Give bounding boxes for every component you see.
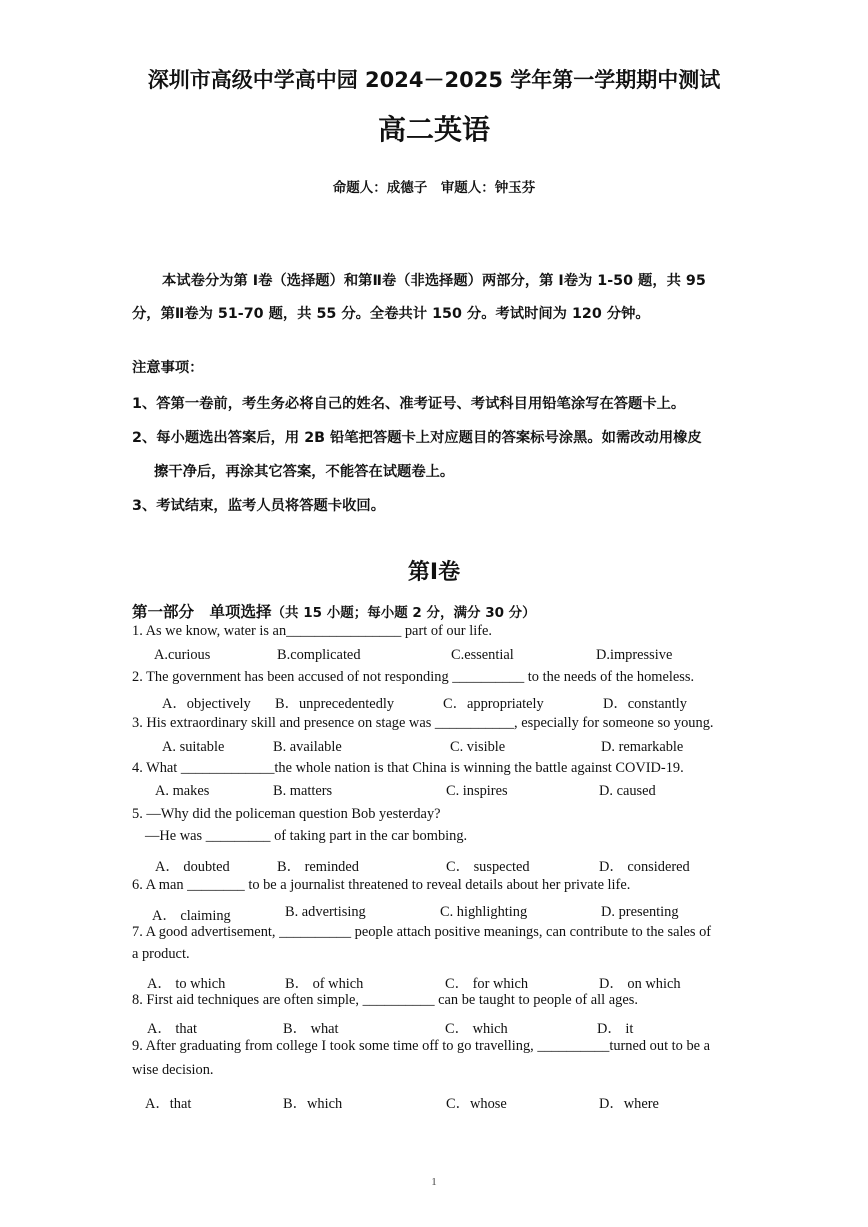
intro-line-1: 本试卷分为第 Ⅰ卷（选择题）和第Ⅱ卷（非选择题）两部分，第 Ⅰ卷为 1-50 题，共 95 bbox=[162, 273, 706, 289]
question-1-option-b: B.complicated bbox=[277, 647, 361, 663]
question-9-stem: 9. After graduating from college I took some time off to go travelling, __________turned out to be a bbox=[132, 1038, 711, 1054]
question-5-option-c: C． suspected bbox=[446, 859, 530, 875]
question-8-option-c: C． which bbox=[445, 1021, 508, 1037]
question-2-option-d: D．constantly bbox=[603, 696, 687, 712]
question-9-option-d: D．where bbox=[599, 1096, 659, 1112]
question-2-stem: 2. The government has been accused of not responding __________ to the needs of the homeless. bbox=[132, 669, 695, 685]
question-4-option-d: D. caused bbox=[599, 783, 656, 799]
notes-item-2-cont: 擦干净后，再涂其它答案，不能答在试题卷上。 bbox=[154, 464, 455, 480]
question-1-stem: 1. As we know, water is an________________ part of our life. bbox=[132, 623, 492, 639]
question-7-option-b: B． of which bbox=[285, 976, 364, 992]
question-6-stem: 6. A man ________ to be a journalist threatened to reveal details about her private life. bbox=[132, 877, 631, 893]
question-2-option-a: A．objectively bbox=[162, 696, 251, 712]
question-6-option-c: C. highlighting bbox=[440, 904, 528, 920]
part-info: （共 15 小题；每小题 2 分，满分 30 分） bbox=[271, 605, 536, 621]
notes-item-3: 3、考试结束，监考人员将答题卡收回。 bbox=[132, 498, 385, 514]
question-2-option-c: C．appropriately bbox=[443, 696, 544, 712]
question-8-option-d: D． it bbox=[597, 1021, 634, 1037]
question-9-stem-cont: wise decision. bbox=[132, 1062, 214, 1078]
question-1-option-d: D.impressive bbox=[596, 647, 673, 663]
exam-subject-title: 高二英语 bbox=[377, 113, 490, 146]
question-9-option-a: A．that bbox=[145, 1096, 192, 1112]
question-5-option-a: A． doubted bbox=[155, 859, 230, 875]
question-8-stem: 8. First aid techniques are often simple, __________ can be taught to people of all ages. bbox=[132, 992, 638, 1008]
volume-title: 第Ⅰ卷 bbox=[407, 560, 461, 585]
exam-authors: 命题人：成德子 审题人：钟玉芬 bbox=[332, 180, 536, 196]
question-5-stem: 5. —Why did the policeman question Bob yesterday? bbox=[132, 806, 441, 822]
notes-item-1: 1、答第一卷前，考生务必将自己的姓名、准考证号、考试科目用铅笔涂写在答题卡上。 bbox=[132, 396, 686, 412]
exam-school-title: 深圳市高级中学高中园 2024－2025 学年第一学期期中测试 bbox=[147, 68, 721, 92]
question-4-option-a: A. makes bbox=[155, 783, 210, 799]
intro-line-2: 分，第Ⅱ卷为 51-70 题，共 55 分。全卷共计 150 分。考试时间为 120 分钟。 bbox=[132, 306, 650, 322]
question-7-stem-cont: a product. bbox=[132, 946, 190, 962]
question-1-option-a: A.curious bbox=[154, 647, 211, 663]
question-3-stem: 3. His extraordinary skill and presence on stage was ___________, especially for someone so young. bbox=[132, 715, 714, 731]
question-6-option-d: D. presenting bbox=[601, 904, 679, 920]
question-6-option-a: A． claiming bbox=[152, 908, 231, 924]
question-7-stem: 7. A good advertisement, __________ people attach positive meanings, can contribute to the sales of bbox=[132, 924, 712, 940]
question-5-stem-cont: —He was _________ of taking part in the car bombing. bbox=[145, 828, 468, 844]
question-7-option-a: A． to which bbox=[147, 976, 226, 992]
question-4-option-b: B. matters bbox=[273, 783, 333, 799]
question-6-option-b: B. advertising bbox=[285, 904, 366, 920]
page-number: 1 bbox=[431, 1176, 437, 1188]
question-5-option-b: B． reminded bbox=[277, 859, 359, 875]
part-title: 第一部分 单项选择 bbox=[132, 603, 272, 621]
notes-item-2: 2、每小题选出答案后，用 2B 铅笔把答题卡上对应题目的答案标号涂黑。如需改动用橡皮 bbox=[132, 430, 702, 446]
question-3-option-a: A. suitable bbox=[162, 739, 225, 755]
question-1-option-c: C.essential bbox=[451, 647, 514, 663]
question-4-option-c: C. inspires bbox=[446, 783, 508, 799]
part-heading bbox=[132, 600, 536, 622]
question-4-stem: 4. What _____________the whole nation is that China is winning the battle against COVID-19. bbox=[132, 760, 684, 776]
question-3-option-c: C. visible bbox=[450, 739, 506, 755]
question-8-option-a: A． that bbox=[147, 1021, 197, 1037]
question-5-option-d: D． considered bbox=[599, 859, 690, 875]
question-9-option-c: C．whose bbox=[446, 1096, 507, 1112]
question-2-option-b: B．unprecedentedly bbox=[275, 696, 395, 712]
question-3-option-b: B. available bbox=[273, 739, 342, 755]
question-7-option-c: C． for which bbox=[445, 976, 529, 992]
notes-heading: 注意事项： bbox=[132, 360, 204, 376]
question-8-option-b: B． what bbox=[283, 1021, 339, 1037]
question-3-option-d: D. remarkable bbox=[601, 739, 684, 755]
question-9-option-b: B．which bbox=[283, 1096, 343, 1112]
question-7-option-d: D． on which bbox=[599, 976, 681, 992]
